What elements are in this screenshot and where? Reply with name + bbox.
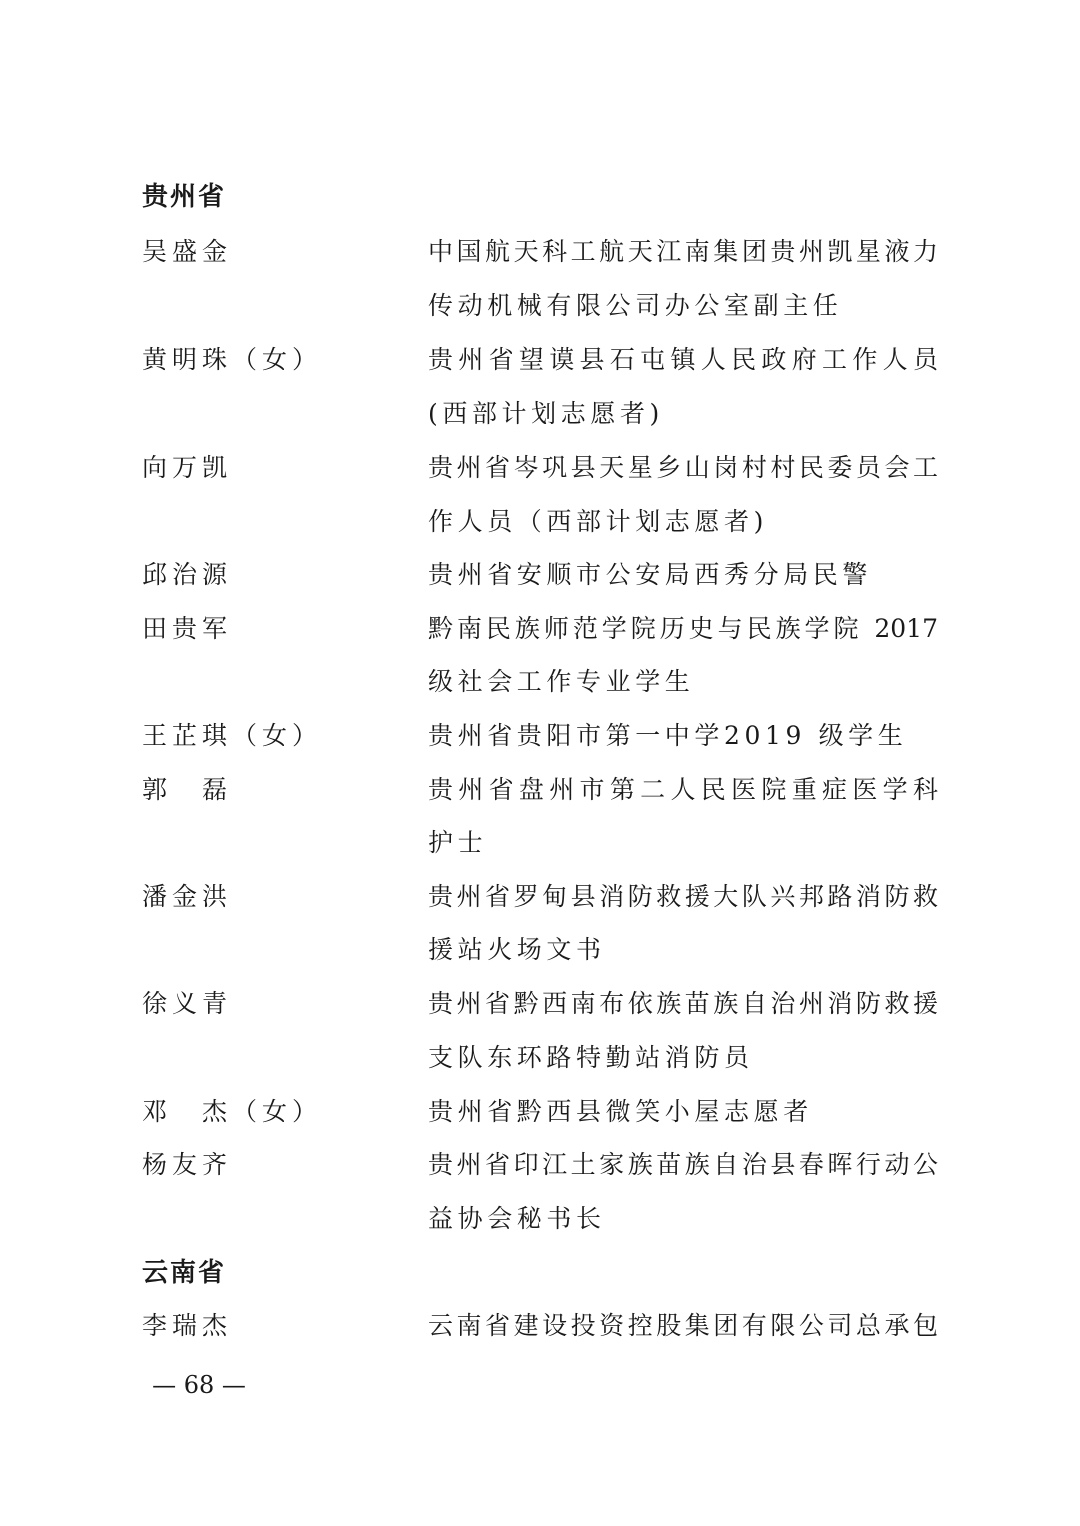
entry-name: 潘金洪 bbox=[142, 882, 233, 911]
entry-name: 田贵军 bbox=[142, 614, 233, 643]
entry-name: 杨友齐 bbox=[142, 1150, 233, 1179]
entry-desc-line: 贵州省岑巩县天星乡山岗村村民委员会工 bbox=[428, 453, 938, 482]
entry-desc-line: 贵州省望谟县石屯镇人民政府工作人员 bbox=[428, 345, 938, 374]
entry-desc-line: 护士 bbox=[428, 828, 488, 857]
section-heading-guizhou: 贵州省 bbox=[142, 182, 227, 212]
entry-desc-line: 贵州省印江土家族苗族自治县春晖行动公 bbox=[428, 1150, 938, 1179]
entry-desc-line: 益协会秘书长 bbox=[428, 1204, 606, 1233]
entry-desc-line: 贵州省贵阳市第一中学2019 级学生 bbox=[428, 721, 908, 750]
entry-name: 徐义青 bbox=[142, 989, 233, 1018]
entry-name: 邓 杰（女） bbox=[142, 1097, 323, 1126]
entry-desc-line: 中国航天科工航天江南集团贵州凯星液力 bbox=[428, 237, 938, 266]
entry-desc-line: 贵州省盘州市第二人民医院重症医学科 bbox=[428, 775, 938, 804]
entry-name: 吴盛金 bbox=[142, 237, 233, 266]
page-number: — 68 — bbox=[152, 1371, 246, 1399]
entry-name: 王芷琪（女） bbox=[142, 721, 323, 750]
section-heading-yunnan: 云南省 bbox=[142, 1258, 227, 1288]
entry-name: 李瑞杰 bbox=[142, 1311, 233, 1340]
entry-name: 黄明珠（女） bbox=[142, 345, 323, 374]
entry-desc-line: 贵州省黔西县微笑小屋志愿者 bbox=[428, 1097, 813, 1126]
entry-desc-line: 贵州省罗甸县消防救援大队兴邦路消防救 bbox=[428, 882, 938, 911]
entry-name: 郭 磊 bbox=[142, 775, 233, 804]
entry-desc-line: 传动机械有限公司办公室副主任 bbox=[428, 291, 843, 320]
entry-desc-line: 云南省建设投资控股集团有限公司总承包 bbox=[428, 1311, 938, 1340]
entry-name: 邱治源 bbox=[142, 560, 233, 589]
entry-desc-line: 支队东环路特勤站消防员 bbox=[428, 1043, 754, 1072]
entry-desc-line: 援站火场文书 bbox=[428, 935, 606, 964]
entry-name: 向万凯 bbox=[142, 453, 233, 482]
entry-desc-line: 黔南民族师范学院历史与民族学院 2017 bbox=[428, 614, 938, 643]
entry-desc-line: 贵州省黔西南布依族苗族自治州消防救援 bbox=[428, 989, 938, 1018]
entry-desc-line: 级社会工作专业学生 bbox=[428, 667, 695, 696]
entry-desc-line: 作人员（西部计划志愿者) bbox=[428, 507, 768, 536]
entry-desc-line: (西部计划志愿者) bbox=[428, 399, 664, 428]
entry-desc-line: 贵州省安顺市公安局西秀分局民警 bbox=[428, 560, 873, 589]
